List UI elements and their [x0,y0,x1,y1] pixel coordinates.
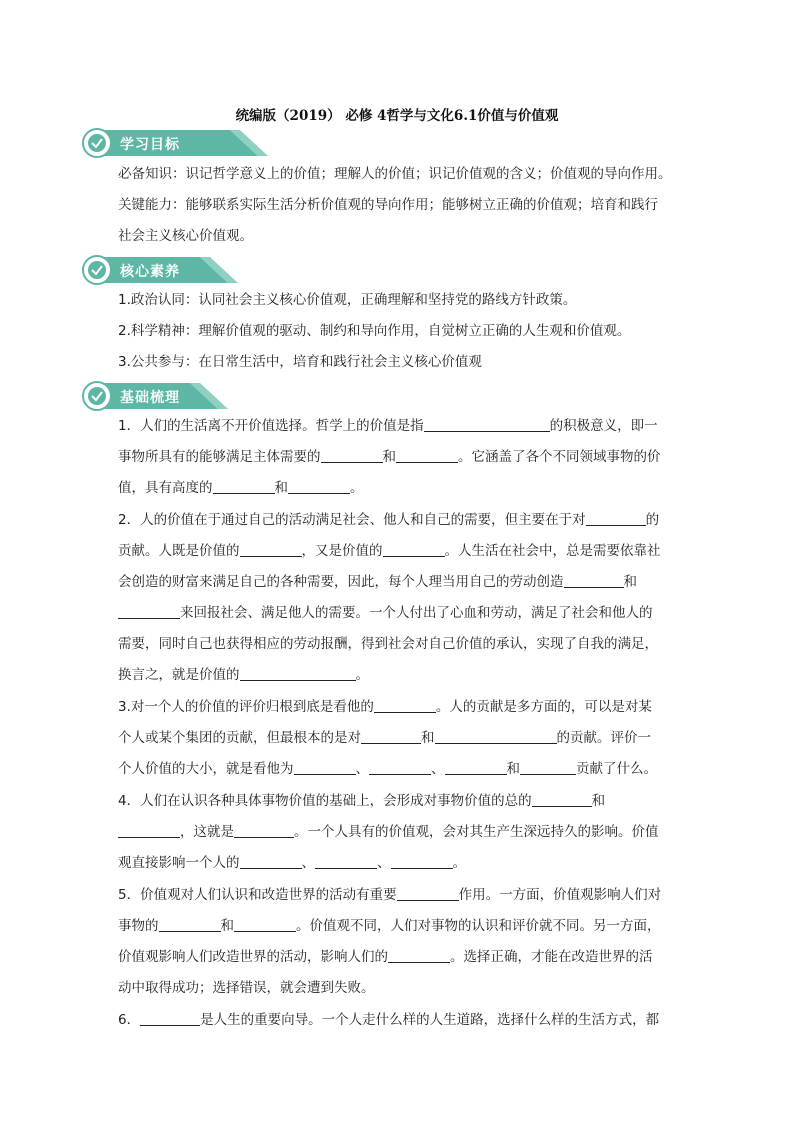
section-label: 学习目标 [120,137,180,153]
fill-blank[interactable] [396,448,458,463]
text-line: 1.政治认同：认同社会主义核心价值观，正确理解和坚持党的路线方针政策。 [118,292,577,308]
document-title: 统编版（2019） 必修 4哲学与文化6.1价值与价值观 [235,108,559,124]
fill-blank[interactable] [288,479,350,494]
question-2-line-6: 换言之，就是价值的 。 [118,667,369,683]
fill-blank[interactable] [445,760,507,775]
fill-blank[interactable] [234,823,294,838]
question-2-line-5: 需要，同时自己也获得相应的劳动报酬，得到社会对自己价值的承认，实现了自我的满足， [118,636,658,652]
question-2-line-3: 会创造的财富来满足自己的各种需要，因此，每个人理当用自己的劳动创造 和 [118,574,637,590]
fill-blank[interactable] [294,760,356,775]
fill-blank[interactable] [140,1011,200,1026]
section-label: 基础梳理 [120,390,180,406]
fill-blank[interactable] [383,542,445,557]
question-2-line-2: 贡献。人既是价值的 ，又是价值的 。人生活在社会中，总是需要依靠社 [118,543,661,559]
question-6-line-1: 6． 是人生的重要向导。一个人走什么样的人生道路，选择什么样的生活方式，都 [118,1012,660,1028]
fill-blank[interactable] [435,729,557,744]
fill-blank[interactable] [361,729,421,744]
question-5-line-2: 事物的 和 。价值观不同，人们对事物的认识和评价就不同。另一方面， [118,918,661,934]
fill-blank[interactable] [315,854,377,869]
fill-blank[interactable] [213,479,275,494]
section-label: 核心素养 [120,264,180,280]
question-4-line-3: 观直接影响一个人的 、 、 。 [118,855,466,871]
text-line: 关键能力：能够联系实际生活分析价值观的导向作用；能够树立正确的价值观；培育和践行 [118,197,658,213]
question-5-line-4: 动中取得成功；选择错误，就会遭到失败。 [118,980,375,996]
section-banner-core-competence [80,255,270,285]
question-3-line-2: 个人或某个集团的贡献，但最根本的是对 和 的贡献。评价一 [118,730,651,746]
fill-blank[interactable] [397,886,459,901]
section-banner-learning-goals [80,128,270,158]
fill-blank[interactable] [369,760,431,775]
fill-blank[interactable] [118,823,180,838]
question-2-line-1: 2．人的价值在于通过自己的活动满足社会、他人和自己的需要，但主要在于对 的 [118,512,660,528]
question-3-line-3: 个人价值的大小，就是看他为 、 、 和 贡献了什么。 [118,761,657,777]
text-line: 社会主义核心价值观。 [118,228,253,244]
fill-blank[interactable] [391,854,453,869]
question-4-line-2: ，这就是 。一个人具有的价值观，会对其生产生深远持久的影响。价值 [118,822,684,842]
fill-blank[interactable] [118,604,180,619]
fill-blank[interactable] [520,760,576,775]
fill-blank[interactable] [234,917,296,932]
fill-blank[interactable] [564,573,624,588]
fill-blank[interactable] [240,854,302,869]
fill-blank[interactable] [388,948,450,963]
question-5-line-3: 价值观影响人们改造世界的活动，影响人们的 。选择正确，才能在改造世界的活 [118,949,653,965]
question-1-line-1: 1．人们的生活离不开价值选择。哲学上的价值是指 的积极意义，即一 [118,418,658,434]
fill-blank[interactable] [159,917,221,932]
question-1-line-2: 事物所具有的能够满足主体需要的 和 。它涵盖了各个不同领域事物的价 [118,449,661,465]
question-2-line-4: 来回报社会、满足他人的需要。一个人付出了心血和劳动，满足了社会和他人的 [118,603,684,623]
fill-blank[interactable] [586,511,646,526]
fill-blank[interactable] [240,542,302,557]
section-banner-basics [80,381,270,411]
fill-blank[interactable] [321,448,383,463]
question-4-line-1: 4．人们在认识各种具体事物价值的基础上，会形成对事物价值的总的 和 [118,793,606,809]
question-5-line-1: 5．价值观对人们认识和改造世界的活动有重要 作用。一方面，价值观影响人们对 [118,887,662,903]
fill-blank[interactable] [374,698,436,713]
fill-blank[interactable] [240,666,356,681]
text-line: 3.公共参与：在日常生活中，培育和践行社会主义核心价值观 [118,354,482,370]
text-line: 必备知识：识记哲学意义上的价值；理解人的价值；识记价值观的含义；价值观的导向作用。 [118,166,672,182]
question-3-line-1: 3.对一个人的价值的评价归根到底是看他的 。人的贡献是多方面的，可以是对某 [118,699,652,715]
text-line: 2.科学精神：理解价值观的驱动、制约和导向作用，自觉树立正确的人生观和价值观。 [118,323,631,339]
fill-blank[interactable] [424,417,550,432]
question-1-line-3: 值，具有高度的 和 。 [118,480,364,496]
fill-blank[interactable] [532,792,592,807]
